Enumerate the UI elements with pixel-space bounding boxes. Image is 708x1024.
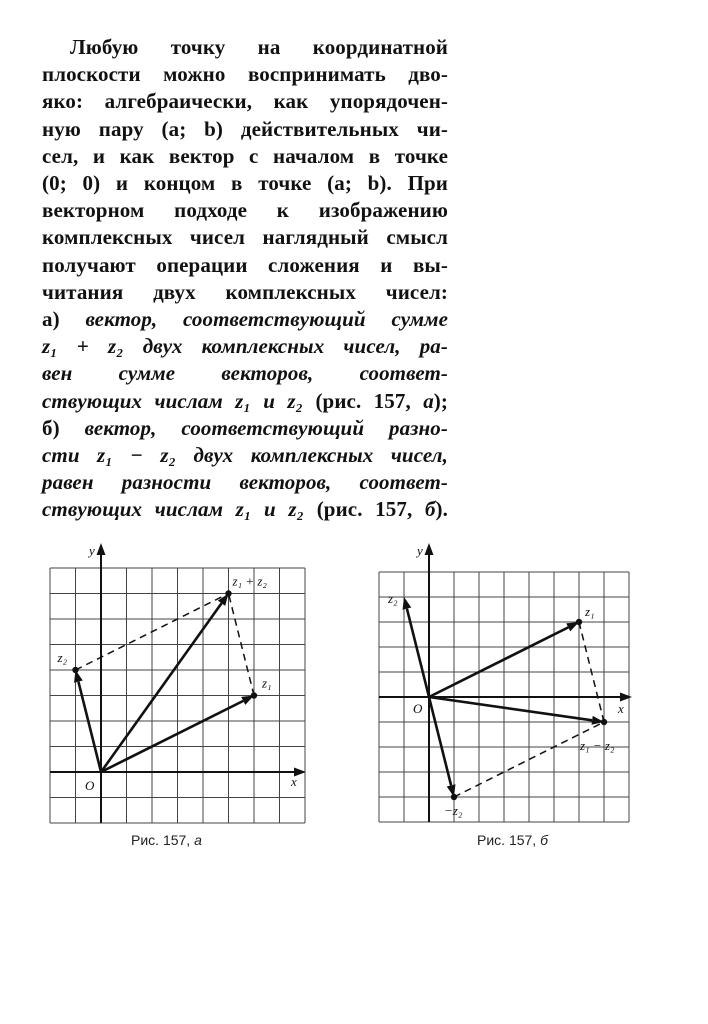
text-line xyxy=(42,306,448,333)
figure-reference-letter: б xyxy=(424,497,436,522)
paragraph xyxy=(42,34,448,524)
italic-text: ствующих числам z₁ и z₂ xyxy=(42,388,316,413)
text-line: получают операции сложения и вы- xyxy=(42,252,448,277)
text-line: комплексных чисел наглядный смысл xyxy=(42,225,448,250)
x-axis-label: x xyxy=(291,774,297,789)
text-line: равен разности векторов, соответ- xyxy=(42,470,448,495)
text-line: ную пару (a; b) действительных чи- xyxy=(42,116,448,141)
z1-label: z₁ xyxy=(585,604,595,619)
text-line xyxy=(42,415,448,442)
neg-z2-label: −z₂ xyxy=(444,803,463,818)
text-line xyxy=(42,388,448,415)
text-line: сел, и как вектор с началом в точке xyxy=(42,143,448,168)
figure-reference: (рис. 157, xyxy=(315,388,424,413)
text-line: Любую точку на координатной xyxy=(70,35,448,59)
z2-label: z₂ xyxy=(57,650,68,665)
point-marker xyxy=(576,619,582,625)
italic-text: ствующих числам z₁ и z₂ xyxy=(42,497,317,522)
figure-157a-caption xyxy=(131,832,202,848)
list-marker: а) xyxy=(42,307,86,332)
diff-label: z₁ − z₂ xyxy=(580,738,615,753)
text-line: плоскости можно воспринимать дво- xyxy=(42,62,448,87)
italic-text: вектор, соответствующий сумме xyxy=(85,307,449,332)
caption-prefix: Рис. 157, xyxy=(131,832,195,848)
punctuation: ); xyxy=(433,388,448,413)
text-line: яко: алгебраически, как упорядочен- xyxy=(42,89,448,114)
figure-157b-caption xyxy=(477,832,548,848)
punctuation: ). xyxy=(435,497,448,522)
italic-text: вектор, соответствующий разно- xyxy=(84,415,448,440)
point-marker xyxy=(601,719,607,725)
z1-label: z₁ xyxy=(262,675,272,691)
point-marker xyxy=(72,667,78,673)
caption-letter: а xyxy=(194,832,202,848)
sum-label: z₁ + z₂ xyxy=(232,573,267,589)
y-axis-head xyxy=(425,543,434,555)
list-marker: б) xyxy=(42,415,85,440)
y-axis-head xyxy=(97,543,106,555)
figure-157b xyxy=(370,537,636,827)
text-line: сти z₁ − z₂ двух комплексных чисел, xyxy=(42,443,448,468)
origin-label: O xyxy=(413,701,423,716)
text-line: векторном подходе к изображению xyxy=(42,198,448,223)
caption-prefix: Рис. 157, xyxy=(477,832,541,848)
text-line: вен сумме векторов, соответ- xyxy=(42,361,448,386)
text-line xyxy=(42,496,448,523)
y-axis-label: y xyxy=(417,543,423,558)
vector-z2-head xyxy=(403,597,412,610)
z2-label: z₂ xyxy=(388,591,398,606)
vector-diff-shaft xyxy=(429,697,592,720)
figure-157b-plot xyxy=(370,537,636,827)
vector-z1-shaft xyxy=(101,701,243,772)
x-axis-label: x xyxy=(618,701,624,716)
figure-157a xyxy=(44,537,310,827)
text-line: z₁ + z₂ двух комплексных чисел, ра- xyxy=(42,334,448,359)
point-marker xyxy=(451,794,457,800)
caption-letter: б xyxy=(540,832,548,848)
vector-z1-shaft xyxy=(429,627,568,697)
origin-label: O xyxy=(85,778,95,793)
figure-reference: (рис. 157, xyxy=(316,497,425,522)
text-line: (0; 0) и концом в точке (a; b). При xyxy=(42,171,448,196)
point-marker xyxy=(251,692,257,698)
point-marker xyxy=(225,590,231,596)
figure-157a-plot xyxy=(44,537,310,827)
y-axis-label: y xyxy=(89,543,95,558)
figure-reference-letter: а xyxy=(423,388,434,413)
text-line: читания двух комплексных чисел: xyxy=(42,279,448,304)
